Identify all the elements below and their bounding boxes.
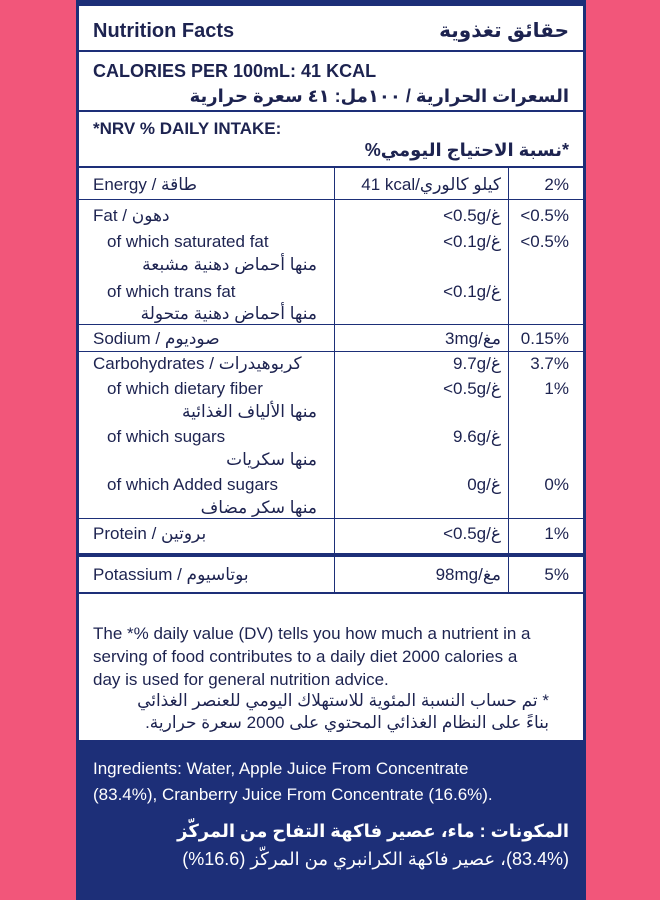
row-dv: 1% — [544, 379, 569, 398]
row-label-ar: منها الألياف الغذائية — [182, 402, 317, 421]
title-ar: حقائق تغذوية — [439, 20, 569, 42]
ingredients-line-ar: المكونات : ماء، عصير فاكهة التفاح من المركّز — [177, 821, 569, 841]
row-label-ar: منها سكر مضاف — [200, 498, 317, 517]
ingredients-section — [79, 740, 583, 900]
row-label: of which sugars — [107, 427, 226, 446]
column-divider-2b — [508, 557, 509, 592]
row-label: Energy / طاقة — [93, 175, 197, 194]
row-label: Sodium / صوديوم — [93, 329, 220, 348]
row-dv: <0.5% — [520, 206, 569, 225]
ingredients-line-ar: (83.4%)، عصير فاكهة الكرانبري من المركّز (16.6%) — [182, 849, 569, 869]
row-label-ar: منها سكريات — [226, 450, 317, 469]
footnote-line-ar: * تم حساب النسبة المئوية للاستهلاك اليومي للعنصر الغذائي — [137, 691, 549, 710]
row-label-ar: منها أحماض دهنية متحولة — [140, 304, 317, 323]
row-divider — [79, 324, 583, 325]
divider-header — [79, 50, 583, 52]
row-dv: 1% — [544, 524, 569, 543]
row-label-ar: منها أحماض دهنية مشبعة — [142, 255, 317, 274]
row-amount: <0.1g/غ — [443, 282, 501, 301]
row-dv: 3.7% — [530, 354, 569, 373]
row-amount: 41 kcal/كيلو كالوري — [361, 175, 501, 194]
calories-ar: السعرات الحرارية / ١٠٠مل: ٤١ سعرة حرارية — [189, 86, 569, 106]
footnote-line-ar: بناءً على النظام الغذائي المحتوي على 2000 سعرة حرارية. — [145, 713, 549, 732]
divider-thick — [79, 553, 583, 557]
nutrition-label-panel — [76, 0, 586, 900]
row-label: Carbohydrates / كربوهيدرات — [93, 354, 302, 373]
divider-potassium — [79, 592, 583, 594]
potassium-amount: 98mg/مغ — [435, 565, 501, 584]
divider-calories — [79, 110, 583, 112]
row-label: Fat / دهون — [93, 206, 170, 225]
row-amount: <0.1g/غ — [443, 232, 501, 251]
row-amount: 3mg/مغ — [445, 329, 501, 348]
calories-en: CALORIES PER 100mL: 41 KCAL — [93, 61, 377, 81]
title-en: Nutrition Facts — [93, 20, 235, 42]
footnote-line: serving of food contributes to a daily diet 2000 calories a — [93, 647, 518, 666]
row-dv: 2% — [544, 175, 569, 194]
ingredients-line: (83.4%), Cranberry Juice From Concentrate (16.6%). — [93, 785, 493, 804]
footnote-line: The *% daily value (DV) tells you how much a nutrient in a — [93, 624, 531, 643]
row-amount: 9.6g/غ — [453, 427, 501, 446]
row-amount: 0g/غ — [467, 475, 501, 494]
nrv-en: *NRV % DAILY INTAKE: — [93, 119, 282, 138]
nrv-ar: *نسبة الاحتياج اليومي% — [364, 140, 569, 160]
row-label: of which trans fat — [107, 282, 236, 301]
column-divider-2 — [508, 168, 509, 554]
footnote-line: day is used for general nutrition advice. — [93, 670, 389, 689]
row-amount: <0.5g/غ — [443, 379, 501, 398]
row-amount: <0.5g/غ — [443, 524, 501, 543]
column-divider-1 — [334, 168, 335, 554]
row-dv: 0% — [544, 475, 569, 494]
row-label: of which Added sugars — [107, 475, 279, 494]
row-divider — [79, 351, 583, 352]
row-dv: 0.15% — [520, 329, 569, 348]
row-amount: <0.5g/غ — [443, 206, 501, 225]
ingredients-line: Ingredients: Water, Apple Juice From Concentrate — [93, 759, 469, 778]
row-label: of which saturated fat — [107, 232, 269, 251]
potassium-dv: 5% — [544, 565, 569, 584]
top-border — [79, 0, 583, 6]
column-divider-1b — [334, 557, 335, 592]
row-divider — [79, 518, 583, 519]
row-label: Protein / بروتين — [93, 524, 207, 543]
row-dv: <0.5% — [520, 232, 569, 251]
potassium-label: Potassium / بوتاسيوم — [93, 565, 249, 584]
row-amount: 9.7g/غ — [453, 354, 501, 373]
row-label: of which dietary fiber — [107, 379, 263, 398]
row-divider — [79, 199, 583, 200]
